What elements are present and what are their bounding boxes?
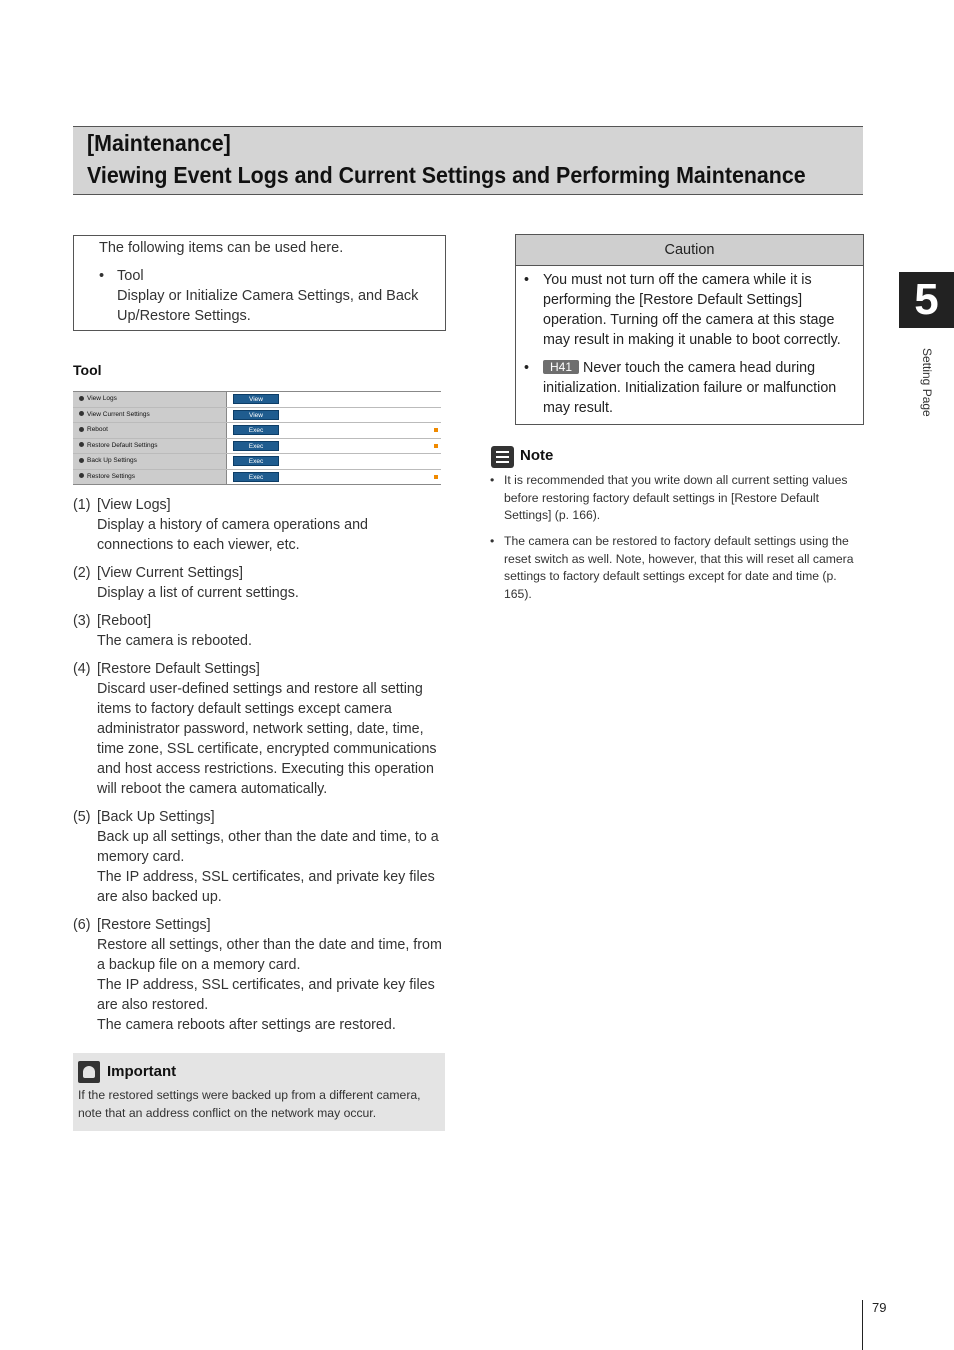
tool-row-label-text: Restore Default Settings	[87, 441, 158, 449]
important-box	[73, 1053, 445, 1131]
view-current-settings-button[interactable]: View	[233, 410, 279, 420]
caution-item	[524, 270, 853, 350]
important-text: If the restored settings were backed up from a different camera, note that an address conflict on the network may occur.	[78, 1088, 421, 1120]
bullet: •	[490, 473, 495, 487]
tool-row-view-logs	[73, 392, 441, 408]
item-body: Display a history of camera operations and connections to each viewer, etc.	[97, 517, 368, 553]
page-title-box	[73, 126, 863, 195]
view-logs-button[interactable]: View	[233, 394, 279, 404]
intro-description: Display or Initialize Camera Settings, and Back Up/Restore Settings.	[117, 288, 419, 324]
item-title: [Reboot]	[97, 613, 152, 629]
page-title-line-2: Viewing Event Logs and Current Settings and Performing Maintenance	[87, 162, 806, 188]
reboot-button[interactable]: Exec	[233, 425, 279, 435]
caution-item-text: You must not turn off the camera while it is performing the [Restore Default Settings] operation. Turning off the camera at this stage may result in making it unable to boot correctly.	[543, 272, 841, 348]
tool-row-label	[73, 392, 227, 407]
item-title: [Restore Settings]	[97, 917, 211, 933]
tool-row-label-text: View Current Settings	[87, 410, 150, 418]
tool-row-label-text: Restore Settings	[87, 472, 136, 480]
bullet-icon	[79, 442, 84, 447]
item-body: Discard user-defined settings and restore all setting items to factory default settings except camera administrator password, network setting, date, time, time zone, SSL certificate, encrypted communications and host access restrictions. Executing this operation will reboot the camera automatically.	[97, 681, 437, 797]
tool-row-label	[73, 408, 227, 423]
item-body	[97, 827, 447, 907]
tool-row-label-text: Reboot	[87, 426, 108, 433]
item-number: (1)	[73, 497, 91, 513]
page-number: 79	[872, 1300, 887, 1315]
bullet-icon	[79, 473, 84, 478]
important-title: Important	[107, 1063, 177, 1080]
item-number: (5)	[73, 809, 91, 825]
tool-table	[73, 391, 441, 485]
intro-item: Tool	[117, 268, 144, 284]
restore-default-settings-button[interactable]: Exec	[233, 441, 279, 451]
note-item	[490, 472, 864, 525]
chapter-tab: 5	[899, 272, 954, 328]
tool-row-label	[73, 454, 227, 469]
required-marker-icon	[434, 444, 438, 448]
item-body-line: Back up all settings, other than the date and time, to a memory card.	[97, 829, 439, 865]
item-title: [View Logs]	[97, 497, 171, 513]
caution-item	[524, 358, 853, 418]
bullet: •	[524, 360, 530, 376]
tool-heading: Tool	[73, 362, 102, 378]
item-body-line: The camera reboots after settings are restored.	[97, 1017, 396, 1033]
tool-row-restore-default-settings	[73, 439, 441, 455]
tool-row-label	[73, 423, 227, 438]
item-body-line: Restore all settings, other than the date and time, from a backup file on a memory card.	[97, 937, 442, 973]
tool-row-label-text: Back Up Settings	[87, 457, 137, 464]
note-icon	[491, 446, 514, 468]
important-icon	[78, 1061, 100, 1083]
bullet: •	[524, 272, 530, 288]
bullet-icon	[79, 427, 84, 432]
item-body-line: The IP address, SSL certificates, and private key files are also backed up.	[97, 869, 435, 905]
bullet-icon	[79, 411, 84, 416]
model-badge: H41	[543, 360, 579, 374]
item-body-line: The IP address, SSL certificates, and private key files are also restored.	[97, 977, 435, 1013]
intro-text: The following items can be used here.	[99, 240, 344, 256]
tool-row-label	[73, 470, 227, 485]
item-title: [View Current Settings]	[97, 565, 243, 581]
item-title: [Back Up Settings]	[97, 809, 215, 825]
item-number: (3)	[73, 613, 91, 629]
restore-settings-button[interactable]: Exec	[233, 472, 279, 482]
bullet-icon	[79, 458, 84, 463]
item-number: (4)	[73, 661, 91, 677]
item-body: The camera is rebooted.	[97, 633, 252, 649]
tool-row-restore-settings	[73, 470, 441, 485]
note-item-text: The camera can be restored to factory default settings using the reset switch as well. Note, however, that this will reset all camera settings to factory default settings except for date and time (p. 165).	[504, 534, 854, 601]
bullet: •	[490, 534, 495, 548]
required-marker-icon	[434, 475, 438, 479]
item-title: [Restore Default Settings]	[97, 661, 260, 677]
tool-row-label	[73, 439, 227, 454]
section-side-label: Setting Page	[920, 348, 934, 417]
item-number: (6)	[73, 917, 91, 933]
intro-bullet: •	[99, 268, 105, 284]
required-marker-icon	[434, 428, 438, 432]
tool-row-label-text: View Logs	[87, 395, 117, 402]
caution-item-text: Never touch the camera head during initialization. Initialization failure or malfunction may result.	[543, 360, 837, 416]
back-up-settings-button[interactable]: Exec	[233, 456, 279, 466]
item-body: Display a list of current settings.	[97, 585, 299, 601]
tool-row-reboot	[73, 423, 441, 439]
caution-box	[515, 234, 864, 425]
caution-title: Caution	[516, 235, 863, 266]
note-item	[490, 533, 864, 603]
page-title-line-1: [Maintenance]	[87, 130, 231, 156]
tool-row-back-up-settings	[73, 454, 441, 470]
note-item-text: It is recommended that you write down all current setting values before restoring factory default settings in [Restore Default Settings] (p. 166).	[504, 473, 848, 522]
item-number: (2)	[73, 565, 91, 581]
bullet-icon	[79, 396, 84, 401]
intro-box	[73, 235, 446, 331]
tool-row-view-current-settings	[73, 408, 441, 424]
page-number-rule	[862, 1300, 863, 1350]
item-body	[97, 935, 447, 1035]
note-title: Note	[520, 447, 554, 464]
